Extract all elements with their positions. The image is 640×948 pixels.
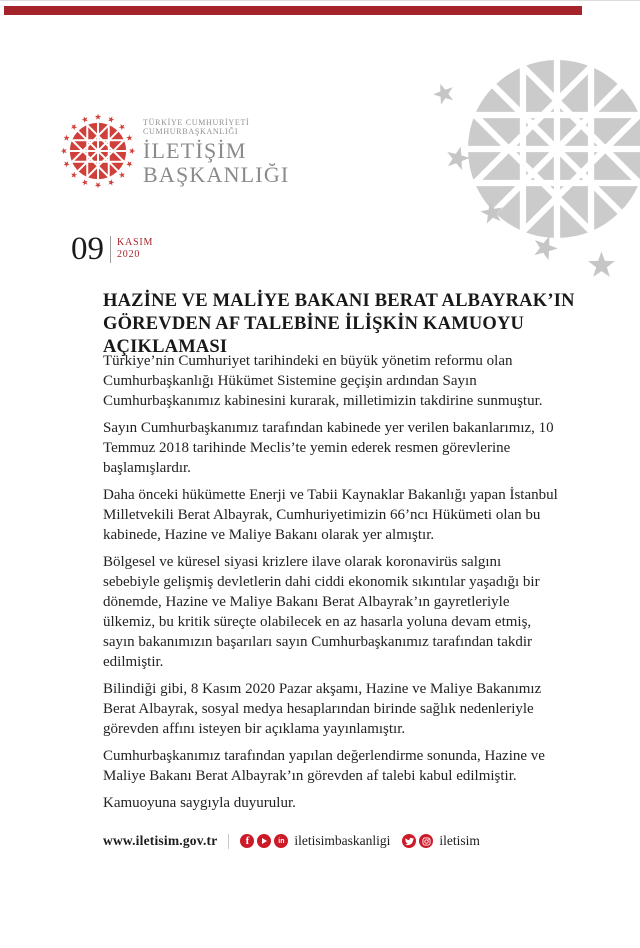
decorative-star-icon: [479, 200, 505, 226]
statement-paragraph: Bilindiği gibi, 8 Kasım 2020 Pazar akşamı, Hazine ve Maliye Bakanımız Berat Albayrak, sosyal medya hesaplarından birinde sağlık nedenleriyle görevden affını isteyen bir açıklama yayınlamıştır.: [103, 681, 542, 737]
logo-text: [143, 118, 289, 185]
presidency-emblem-icon: [60, 113, 136, 189]
statement-paragraph: Daha önceki hükümette Enerji ve Tabii Kaynaklar Bakanlığı yapan İstanbul Milletvekili Berat Albayrak, Cumhuriyetimizin 66’ncı Hükümeti olan bu kabinede, Hazine ve Maliye Bakanı olarak yer almıştır.: [103, 487, 558, 543]
decorative-star-icon: [444, 145, 471, 172]
statement-body: [103, 351, 561, 820]
logo-line-iletisim: İLETİŞİM: [143, 137, 247, 163]
date-year: 2020: [117, 249, 141, 260]
linkedin-icon[interactable]: in: [274, 834, 288, 848]
social-icons-secondary: [402, 834, 433, 848]
top-accent-bar: [4, 6, 582, 15]
social-handle-primary[interactable]: iletisimbaskanligi: [294, 833, 391, 848]
date-day: 09: [71, 231, 104, 267]
decorative-star-icon: [531, 234, 559, 262]
footer: [103, 832, 480, 850]
logo-line-baskanligi: BAŞKANLIĞI: [143, 161, 290, 187]
statement-paragraph: Cumhurbaşkanımız tarafından yapılan değerlendirme sonunda, Hazine ve Maliye Bakanı Berat Albayrak’ın görevden af talebi kabul edilmiştir.: [103, 748, 545, 784]
page-title: [103, 290, 640, 359]
date-stamp: [71, 233, 153, 266]
page-title-line-2: GÖREVDEN AF TALEBİNE İLİŞKİN KAMUOYU AÇIKLAMASI: [103, 314, 525, 357]
logo-line-republic: TÜRKİYE CUMHURİYETİ: [143, 117, 250, 127]
decorative-star-icon: [586, 250, 617, 281]
institution-logo: [60, 113, 289, 189]
youtube-icon[interactable]: [257, 834, 271, 848]
date-month: KASIM: [117, 237, 154, 248]
twitter-icon[interactable]: [402, 834, 416, 848]
footer-divider: [228, 834, 229, 849]
statement-paragraph: Türkiye’nin Cumhuriyet tarihindeki en büyük yönetim reformu olan Cumhurbaşkanlığı Hükümet Sistemine geçişin ardından Sayın Cumhurbaşkanımız kabinesini kurarak, milletimizin takdirine sunmuştur.: [103, 353, 543, 409]
website-link[interactable]: www.iletisim.gov.tr: [103, 833, 218, 848]
instagram-icon[interactable]: [419, 834, 433, 848]
social-handle-secondary[interactable]: iletisim: [439, 833, 480, 848]
date-divider: [110, 236, 111, 263]
statement-paragraph: Sayın Cumhurbaşkanımız tarafından kabinede yer verilen bakanlarımız, 10 Temmuz 2018 tarihinde Meclis’te yemin ederek resmen görevlerine başlamışlardır.: [103, 420, 554, 476]
statement-paragraph: Bölgesel ve küresel siyasi krizlere ilave olarak koronavirüs salgını sebebiyle gelişmiş devletlerin dahi ciddi ekonomik sıkıntılar yaşadığı bir dönemde, Hazine ve Maliye Bakanı Berat Albayrak’ın gayretleriyle ülkemiz, bu kritik süreçte olabilecek en az hasarla yoluna devam etmiş, sayın bakanımızın başarıları sayın Cumhurbaşkanımız tarafından takdir edilmiştir.: [103, 554, 540, 670]
facebook-icon[interactable]: f: [240, 834, 254, 848]
decorative-star-icon: [432, 82, 456, 106]
logo-line-presidency: CUMHURBAŞKANLIĞI: [143, 127, 239, 136]
social-icons-primary: [240, 834, 288, 848]
page-title-line-1: HAZİNE VE MALİYE BAKANI BERAT ALBAYRAK’IN: [103, 291, 575, 311]
statement-paragraph: Kamuoyuna saygıyla duyurulur.: [103, 795, 296, 811]
